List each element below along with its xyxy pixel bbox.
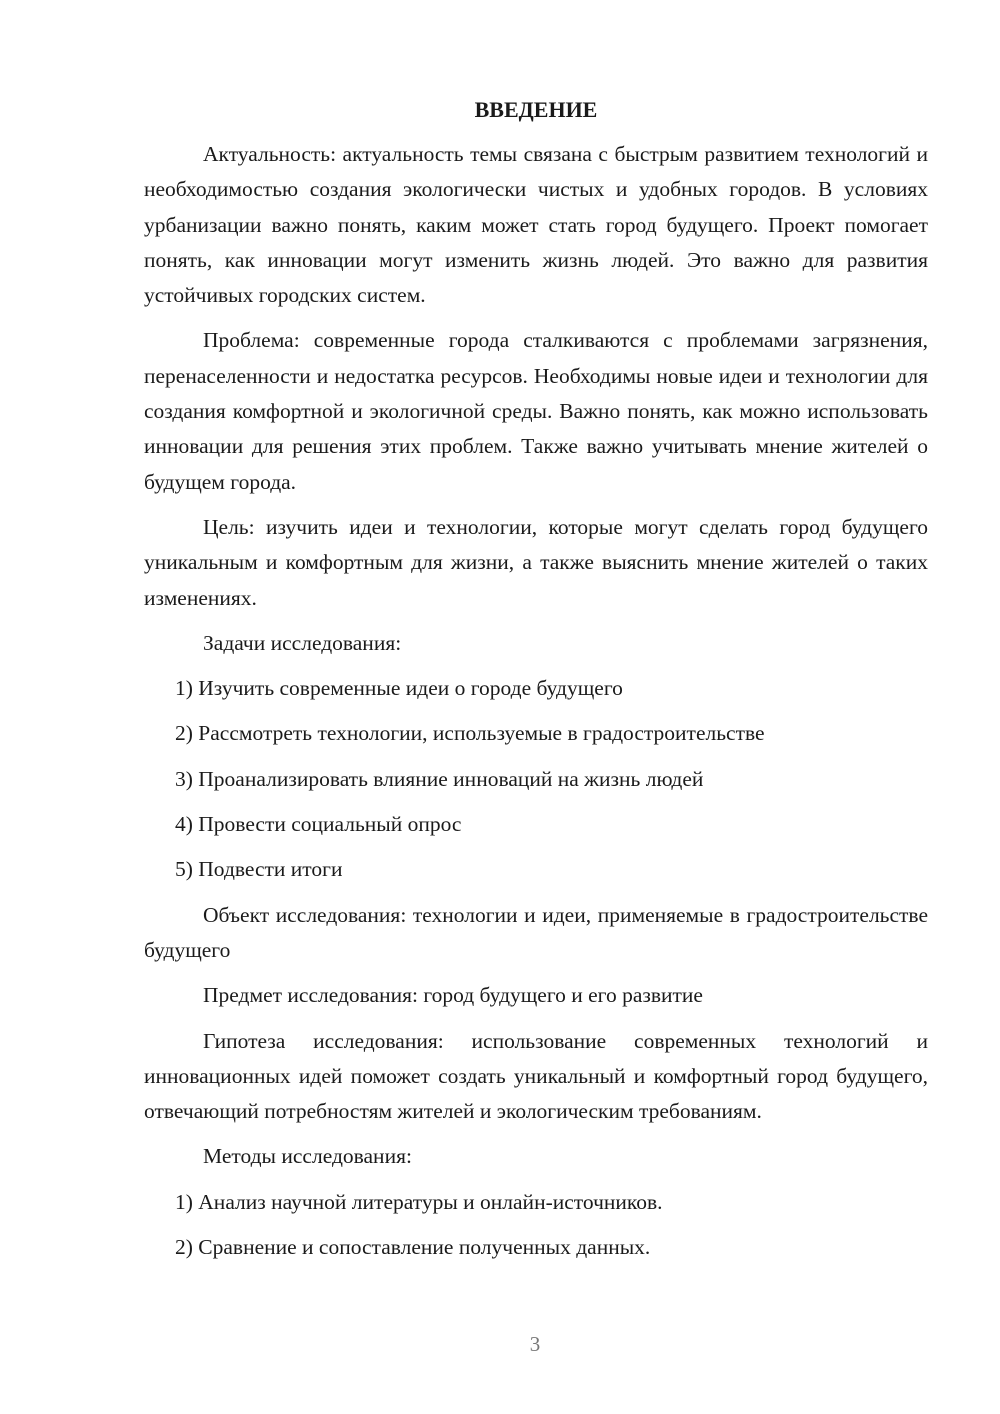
page-number: 3 [529, 1332, 541, 1356]
paragraph-problem: Проблема: современные города сталкиваются с проблемами загрязнения, перенаселенности и недостатка ресурсов. Необходимы новые идеи и технологии для создания комфортной и экологичной среды. Важно понять, как можно использовать инновации для решения этих проблем. Также важно учитывать мнение жителей о будущем города. [144, 328, 928, 494]
paragraph-object: Объект исследования: технологии и идеи, применяемые в градостроительстве будущего [144, 902, 928, 962]
list-item: 1) Изучить современные идеи о городе будущего [175, 676, 623, 701]
methods-label: Методы исследования: [203, 1144, 412, 1169]
list-item: 2) Рассмотреть технологии, используемые в градостроительстве [175, 721, 765, 746]
list-item: 1) Анализ научной литературы и онлайн-источников. [175, 1189, 663, 1214]
list-item: 3) Проанализировать влияние инноваций на жизнь людей [175, 766, 704, 791]
paragraph-relevance: Актуальность: актуальность темы связана с быстрым развитием технологий и необходимостью создания экологически чистых и удобных городов. В условиях урбанизации важно понять, каким может стать город будущего. Проект помогает понять, как инновации могут изменить жизнь людей. Это важно для развития устойчивых городских систем. [144, 142, 928, 308]
paragraph-goal: Цель: изучить идеи и технологии, которые могут сделать город будущего уникальным и комфортным для жизни, а также выяснить мнение жителей о таких изменениях. [144, 514, 928, 610]
page-title: ВВЕДЕНИЕ [474, 97, 598, 122]
document-page [144, 92, 928, 1275]
tasks-list [144, 671, 928, 887]
list-item: 5) Подвести итоги [175, 857, 343, 882]
methods-list [144, 1185, 928, 1266]
tasks-label: Задачи исследования: [203, 630, 402, 655]
paragraph-subject: Предмет исследования: город будущего и его развитие [203, 983, 703, 1008]
paragraph-hypothesis: Гипотеза исследования: использование современных технологий и инновационных идей поможет создать уникальный и комфортный город будущего, отвечающий потребностям жителей и экологическим требованиям. [144, 1028, 928, 1124]
list-item: 2) Сравнение и сопоставление полученных данных. [175, 1235, 651, 1260]
list-item: 4) Провести социальный опрос [175, 812, 462, 837]
